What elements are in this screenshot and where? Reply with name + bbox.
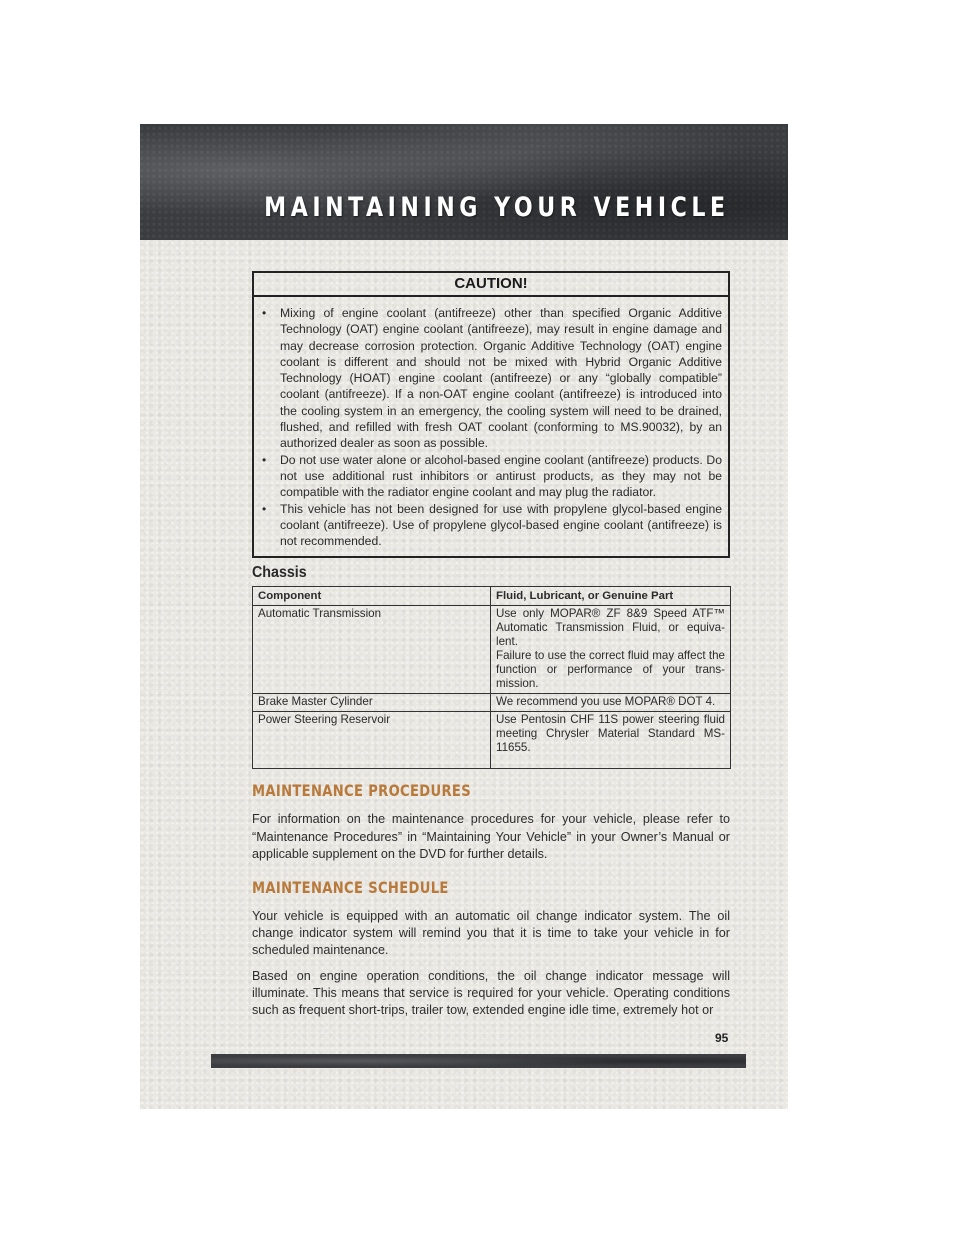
component-cell: Brake Master Cylinder xyxy=(253,694,491,712)
fluid-cell xyxy=(491,694,731,712)
table-row xyxy=(253,694,731,712)
page-title: MAINTAINING YOUR VEHICLE xyxy=(264,192,730,223)
caution-title: CAUTION! xyxy=(254,273,728,297)
table-header-row xyxy=(253,587,731,606)
chassis-heading: Chassis xyxy=(252,564,307,582)
caution-box xyxy=(252,271,730,558)
maintenance-procedures-heading: MAINTENANCE PROCEDURES xyxy=(252,781,472,801)
page-number: 95 xyxy=(715,1031,729,1045)
page-content xyxy=(252,271,730,1019)
column-header-component: Component xyxy=(253,587,491,606)
table-row xyxy=(253,606,731,694)
fluid-line: We recommend you use MOPAR® DOT 4. xyxy=(496,695,716,709)
caution-item xyxy=(260,452,722,501)
caution-item-text: This vehicle has not been designed for use with propylene glycol-based engine coolant (antifreeze). Use of propylene glycol-based engine coolant (antifreeze) is not recommended. xyxy=(280,501,722,549)
component-cell: Automatic Transmission xyxy=(253,606,491,694)
caution-body xyxy=(254,297,728,556)
caution-item-text: Mixing of engine coolant (antifreeze) other than specified Organic Additive Technology (OAT) engine coolant (antifreeze), may result in engine damage and may decrease corrosion protection. Organic Additive Technology (OAT) engine coolant is different and should not be mixed with Hybrid Organic Additive Technology (HOAT) engine coolant (antifreeze) or any “globally compatible” coolant (antifreeze). If a non-OAT engine coolant (antifreeze) is introduced into the cooling system in an emergency, the cooling system will need to be drained, flushed, and refilled with fresh OAT coolant (conforming to MS.90032), by an authorized dealer as soon as possible. xyxy=(280,306,722,451)
column-header-fluid: Fluid, Lubricant, or Genuine Part xyxy=(491,587,731,606)
maintenance-procedures-text: For information on the maintenance procedures for your vehicle, please refer to “Maintenance Procedures” in “Maintaining Your Vehicle” in your Owner’s Manual or applicable supplement on the DVD for further details. xyxy=(252,812,730,861)
footer-band xyxy=(211,1054,746,1068)
fluid-line: Failure to use the correct fluid may affect the function or performance of your trans-mission. xyxy=(496,649,725,691)
fluid-cell xyxy=(491,606,731,694)
maintenance-schedule-text: Based on engine operation conditions, the oil change indicator message will illuminate. This means that service is required for your vehicle. Operating conditions such as frequent short-trips, trailer tow, extended engine idle time, extremely hot or xyxy=(252,968,730,1018)
caution-item xyxy=(260,305,722,452)
maintenance-schedule-text: Your vehicle is equipped with an automatic oil change indicator system. The oil change indicator system will remind you that it is time to take your vehicle in for scheduled maintenance. xyxy=(252,909,730,958)
fluid-cell xyxy=(491,712,731,769)
manual-page xyxy=(140,124,788,1109)
caution-item xyxy=(260,501,722,550)
component-cell: Power Steering Reservoir xyxy=(253,712,491,769)
chassis-table xyxy=(252,586,731,769)
bullet-icon: • xyxy=(262,501,267,516)
caution-list xyxy=(260,305,722,549)
bullet-icon: • xyxy=(262,306,267,320)
caution-item-text: Do not use water alone or alcohol-based engine coolant (antifreeze) products. Do not use additional rust inhibitors or antirust products, as they may not be compatible with the radiator engine coolant and may plug the radiator. xyxy=(280,452,722,500)
fluid-line: Use only MOPAR® ZF 8&9 Speed ATF™ Automatic Transmission Fluid, or equiva-lent. xyxy=(496,607,725,649)
table-row xyxy=(253,712,731,769)
maintenance-schedule-heading: MAINTENANCE SCHEDULE xyxy=(252,878,449,898)
fluid-line: Use Pentosin CHF 11S power steering fluid meeting Chrysler Material Standard MS-11655. xyxy=(496,713,725,755)
header-band xyxy=(140,124,788,240)
bullet-icon: • xyxy=(262,452,267,467)
